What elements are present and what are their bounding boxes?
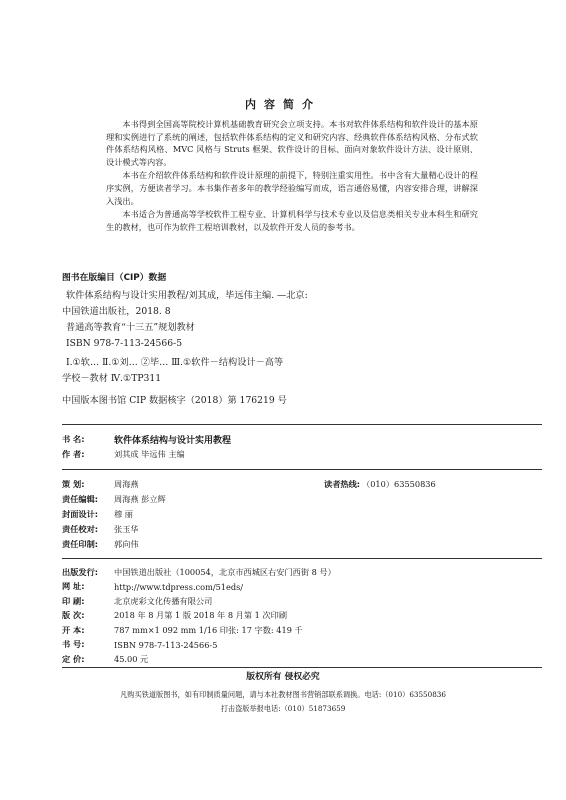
- divider: [62, 667, 542, 668]
- field-label: 策 划:: [62, 479, 85, 489]
- proof-value: 张玉华: [114, 524, 139, 534]
- divider: [62, 558, 542, 559]
- pub-row: [62, 594, 522, 609]
- cip-line: 普通高等教育“十三五”规划教材: [66, 322, 195, 333]
- print-value: 郭向伟: [114, 539, 139, 549]
- field-label: 作 者:: [62, 449, 85, 459]
- field-label: 书 号:: [62, 639, 85, 650]
- field-label: 封面设计:: [62, 509, 99, 519]
- field-label: 定 价:: [62, 653, 85, 664]
- cip-line: 中国版本图书馆 CIP 数据核字（2018）第 176219 号: [62, 395, 287, 406]
- field-label: 读者热线:: [324, 479, 361, 489]
- intro-paragraph-2: 本书在介绍软件体系结构和软件设计原理的前提下，特别注重实用性。书中含有大量精心设计的程序实例，方便读者学习。本书集作者多年的教学经验编写而成，语言通俗易懂，内容安排合理，讲解深入浅出。: [106, 170, 478, 206]
- field-value: http://www.tdpress.com/51eds/: [114, 581, 244, 592]
- intro-section: [106, 118, 478, 234]
- field-value: 2018 年 8 月第 1 版 2018 年 8 月第 1 次印刷: [114, 610, 288, 621]
- field-value: 北京虎彩文化传播有限公司: [114, 595, 213, 606]
- pub-row: [62, 652, 522, 667]
- hotline-value: （010）63550836: [362, 479, 436, 489]
- field-label: 责任编辑:: [62, 494, 99, 504]
- rights-block: [0, 669, 566, 716]
- pub-row: [62, 623, 522, 638]
- field-value: 787 mm×1 092 mm 1/16 印张: 17 字数: 419 千: [114, 624, 303, 635]
- rights-title: 版权所有 侵权必究: [246, 672, 320, 682]
- field-label: 开 本:: [62, 624, 85, 635]
- field-label: 责任校对:: [62, 524, 99, 534]
- pub-row: [62, 638, 522, 653]
- publication-info: [62, 565, 522, 667]
- editor-row: [62, 492, 522, 507]
- cip-line: 软件体系结构与设计实用教程/刘其成，毕远伟主编. —北京:: [66, 290, 308, 301]
- book-title-value: 软件体系结构与设计实用教程: [114, 436, 232, 446]
- field-value: 中国铁道出版社（100054，北京市西城区右安门西街 8 号）: [114, 566, 336, 577]
- planner-value: 周海燕: [114, 479, 139, 489]
- proof-row: [62, 522, 522, 537]
- field-label: 出版发行:: [62, 566, 99, 577]
- pub-row: [62, 565, 522, 580]
- cip-heading: 图书在版编目（CIP）数据: [62, 273, 167, 283]
- planner-row: [62, 477, 522, 492]
- field-label: 书 名:: [62, 434, 85, 444]
- cip-block: [62, 270, 522, 409]
- intro-paragraph-1: 本书得到全国高等院校计算机基础教育研究会立项支持。本书对软件体系结构和软件设计的基本原理和实例进行了系统的阐述，包括软件体系结构的定义和研究内容、经典软件体系结构风格、分布式软件体系结构风格、MVC 风格与 Struts 框架、软件设计的目标、面向对象软件设计方法、设计原则、设计模式等内容。: [106, 119, 478, 167]
- divider: [62, 424, 542, 425]
- field-value: ISBN 978-7-113-24566-5: [114, 639, 218, 650]
- field-value: 45.00 元: [114, 653, 149, 664]
- book-author-value: 刘其成 毕远伟 主编: [114, 449, 185, 459]
- print-row: [62, 537, 522, 552]
- divider: [62, 469, 542, 470]
- editor-value: 周海燕 彭立辉: [114, 494, 166, 504]
- intro-paragraph-3: 本书适合为普通高等学校软件工程专业、计算机科学与技术专业以及信息类相关专业本科生和研究生的教材，也可作为软件工程培训教材，以及软件开发人员的参考书。: [106, 209, 478, 232]
- intro-title: 内容简介: [245, 98, 321, 111]
- cip-line: Ⅰ.①软… Ⅱ.①刘… ②毕… Ⅲ.①软件－结构设计－高等: [66, 357, 284, 368]
- book-info: [62, 432, 522, 462]
- pub-row: [62, 609, 522, 624]
- cip-line: ISBN 978-7-113-24566-5: [66, 338, 183, 349]
- field-label: 责任印制:: [62, 539, 99, 549]
- rights-line: 凡购买铁道版图书，如有印制质量问题，请与本社教材图书营销部联系调换。电话:（010）63550836: [120, 690, 446, 699]
- editor-info: [62, 477, 522, 552]
- cip-line: 学校－教材 Ⅳ.①TP311: [62, 373, 162, 384]
- field-label: 网 址:: [62, 581, 85, 592]
- book-title-row: [62, 432, 522, 447]
- field-label: 印 刷:: [62, 595, 85, 606]
- cover-value: 穆 丽: [114, 509, 133, 519]
- field-label: 版 次:: [62, 610, 85, 621]
- cip-line: 中国铁道出版社，2018. 8: [62, 306, 171, 317]
- book-author-row: [62, 447, 522, 462]
- pub-row: [62, 580, 522, 595]
- cover-row: [62, 507, 522, 522]
- rights-line: 打击盗版举报电话:（010）51873659: [220, 704, 346, 713]
